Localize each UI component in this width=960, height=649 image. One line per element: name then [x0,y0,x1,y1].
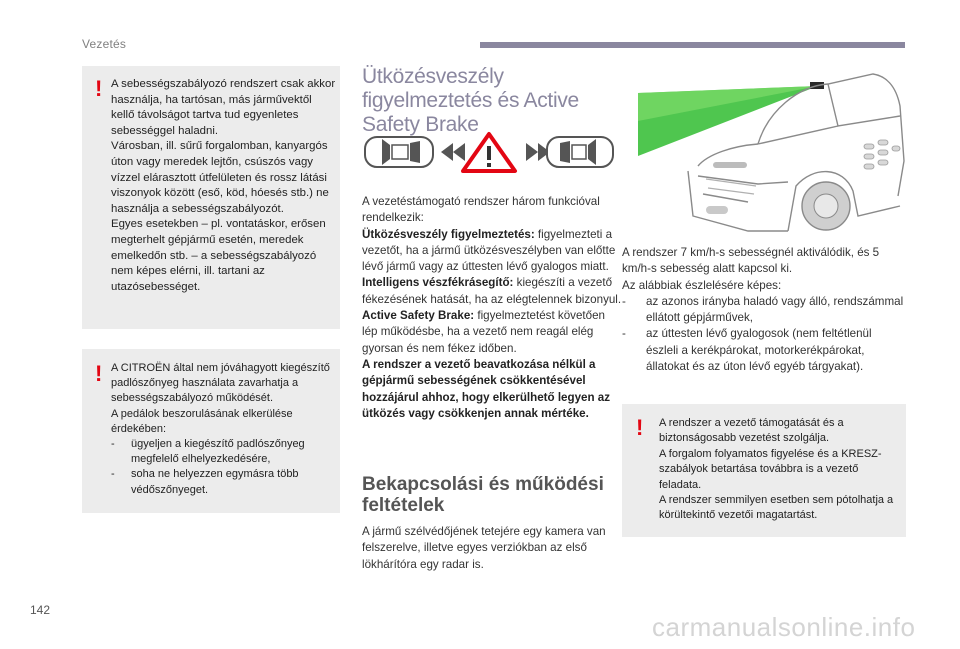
note-line: A forgalom folyamatos figyelése és a KRESZ-szabályok betartása továbbra is a vezető feladata. [659,447,882,491]
note-line: A pedálok beszorulásának elkerülése érdekében: [111,407,293,435]
feature-item: Active Safety Brake: figyelmeztetést követően lép működésbe, ha a vezető nem reagál elég gyorsan és nem fékez időben. [362,309,605,355]
warning-triangle-icon [463,134,515,171]
watermark: carmanualsonline.info [652,612,916,642]
feature-item: Ütközésveszély figyelmeztetés: figyelmezteti a vezetőt, ha a jármű ütközésveszélyben van előtte lévő jármű vagy az úttesten lévő gyalogos miatt. [362,227,616,274]
list-item: - ügyeljen a kiegészítő padlószőnyeg megfelelő elhelyezkedésére, [111,438,305,466]
exclamation-warning-icon: ! [636,415,644,440]
list-item: - az úttesten lévő gyalogosok (nem feltétlenül észleli a kerékpárokat, motorkerékpárokat, állatokat és az úton lévő egyéb tárgyakat). [622,327,872,374]
feature-item: Intelligens vészfékrásegítő: kiegészíti a vezető fékezésének hatását, ha az elégtelennek bizonyul. [362,276,622,306]
collision-section-title: Ütközésveszély figyelmeztetés és Active Safety Brake [362,65,579,136]
note-speed-limiter [82,66,340,329]
car-icon [547,137,613,167]
conditions-section-title: Bekapcsolási és működési feltételek [362,474,604,516]
list-item: - az azonos irányba haladó vagy álló, rendszámmal ellátott gépjárművek, [622,294,904,325]
activation-text [622,245,906,375]
list-item: - soha ne helyezzen egymásra több védőszőnyeget. [111,468,299,496]
header-accent-bar [480,42,905,48]
note-line: A rendszer semmilyen esetben sem pótolhatja a körültekintő vezetői magatartást. [659,494,894,522]
note-speed-limiter-text [111,77,337,295]
note-line: Egyes esetekben – pl. vontatáskor, erősen megterhelt gépjármű esetén, meredek emelkedőn stb. – a sebességszabályozó nem képes elérni, ill. tartani az utazósebességet. [111,218,326,293]
activation-line: Az alábbiak észlelésére képes: [622,278,782,292]
intro-text: A vezetéstámogató rendszer három funkcióval rendelkezik: [362,195,600,225]
page-number: 142 [30,603,51,617]
note-driver-assist [622,404,906,537]
exclamation-warning-icon: ! [95,76,103,101]
car-icon [365,137,433,167]
collision-description [362,194,622,422]
header-section-title: Vezetés [82,37,127,51]
note-line: A CITROËN által nem jóváhagyott kiegészítő padlószőnyeg használata zavarhatja a sebességszabályozó működését. [111,362,330,405]
activation-line: A rendszer 7 km/h-s sebességnél aktiválódik, és 5 km/h-s sebesség alatt kapcsol ki. [622,246,880,276]
conditions-text: A jármű szélvédőjének tetejére egy kamera van felszerelve, illetve egyes verziókban az első lökhárítóra egy radar is. [362,525,606,571]
note-line: A rendszer a vezető támogatását és a biztonságosabb vezetést szolgálja. [659,417,844,445]
car-camera-illustration [638,66,906,238]
exclamation-warning-icon: ! [95,361,103,386]
note-floor-mat [82,349,340,513]
collision-warning-illustration [362,127,617,177]
note-driver-assist-text [659,416,903,524]
note-floor-mat-text [111,361,337,498]
bold-statement: A rendszer a vezető beavatkozása nélkül a gépjármű sebességének csökkentésével hozzájárul ahhoz, hogy elkerülhető legyen az ütközés vagy csökkenjen annak mértéke. [362,357,611,420]
note-line: Városban, ill. sűrű forgalomban, kanyargós úton vagy meredek lejtőn, csúszós vagy vízzel elárasztott útfelületen és rossz látási viszonyok között (eső, köd, hóesés stb.) ne használja a sebességszabályozót. [111,140,329,215]
note-line: A sebességszabályozó rendszert csak akkor használja, ha tartósan, más járművektől kellő távolságot tartva tud egyenletes sebességgel haladni. [111,78,336,137]
